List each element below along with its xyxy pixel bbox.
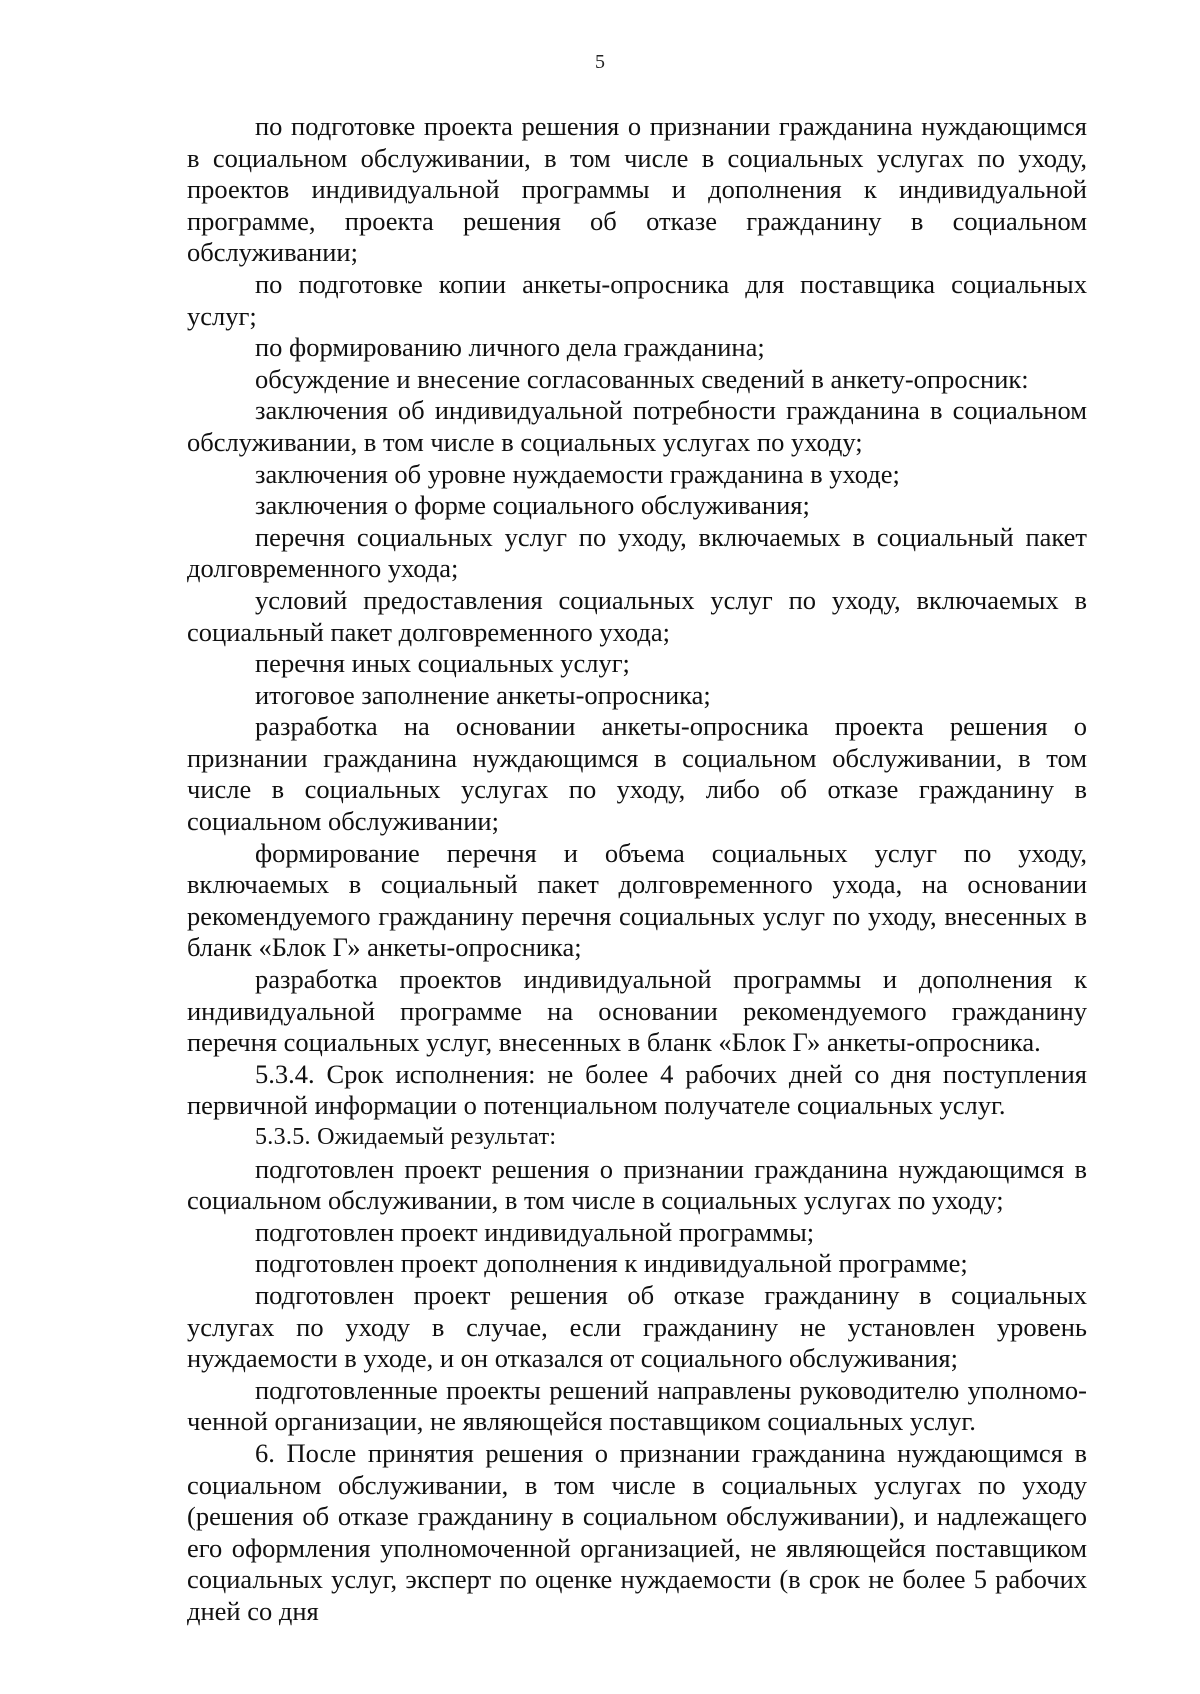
section-5-3-5-heading: 5.3.5. Ожидаемый результат: — [255, 1124, 557, 1150]
paragraph: заключения об индивидуальной потребности гражданина в социальном обслуживании, в том числе в социальных услугах по уходу; — [187, 395, 1087, 457]
paragraph: подготовлен проект дополнения к индивидуальной программе; — [255, 1248, 968, 1279]
paragraph: итоговое заполнение анкеты-опросника; — [255, 679, 711, 710]
paragraph: разработка проектов индивидуальной программы и дополнения к индивидуальной программе на основании рекомендуемого гражданину перечня социальных услуг, внесенных в бланк «Блок Г» анкеты-опросника. — [187, 964, 1087, 1058]
paragraph: заключения о форме социального обслуживания; — [255, 490, 810, 521]
paragraph: подготовлен проект индивидуальной программы; — [255, 1216, 815, 1247]
paragraph: по подготовке копии анкеты-опросника для поставщика социальных услуг; — [187, 268, 1087, 331]
section-6: 6. После принятия решения о признании гражданина нуждающимся в социальном обслуживании, в том числе в социальных услугах по уходу (решения об отказе гражданину в социальном обслуживании), и надлежащего его оформления уполномоченной организацией, не являющейся поставщиком социальных услуг, эксперт по оценке нуждаемости (в срок не более 5 рабочих дней со дня — [187, 1437, 1087, 1626]
paragraph: подготовлен проект решения о признании гражданина нуждающимся в социальном обслуживании, в том числе в социальных услугах по уходу; — [187, 1153, 1087, 1216]
section-5-3-4: 5.3.4. Срок исполнения: не более 4 рабочих дней со дня поступления первичной информации о потенциальном получателе социальных услуг. — [187, 1058, 1087, 1121]
paragraph: разработка на основании анкеты-опросника проекта решения о признании гражданина нуждающимся в социальном обслуживании, в том числе в социальных услугах по уходу, либо об отказе гражданину в социальном обслуживании; — [187, 711, 1087, 837]
paragraph: условий предоставления социальных услуг по уходу, включаемых в социальный пакет долговременного ухода; — [187, 584, 1087, 647]
page-number: 5 — [595, 51, 605, 73]
paragraph: формирование перечня и объема социальных услуг по уходу, включаемых в социальный пакет долговременного ухода, на основании рекомендуемого гражданину перечня социальных услуг по уходу, внесенных в бланк «Блок Г» анкеты-опросника; — [187, 837, 1087, 963]
paragraph: подготовлен проект решения об отказе гражданину в социальных услугах по уходу в случае, если гражданину не установлен уровень нуждаемости в уходе, и он отказался от социального обслуживания; — [187, 1279, 1087, 1374]
paragraph: заключения об уровне нуждаемости гражданина в уходе; — [255, 458, 900, 489]
paragraph: по подготовке проекта решения о признании гражданина нуждающимся в социальном обслуживании, в том числе в социальных услугах по уходу, проектов индивидуальной программы и дополнения к индивидуальной программе, проекта решения об отказе гражданину в социальном обслуживании; — [187, 111, 1087, 268]
paragraph: по формированию личного дела гражданина; — [255, 332, 765, 363]
paragraph: перечня социальных услуг по уходу, включаемых в социальный пакет долговременного ухода; — [187, 521, 1087, 584]
paragraph: перечня иных социальных услуг; — [255, 648, 630, 679]
paragraph: обсуждение и внесение согласованных сведений в анкету-опросник: — [255, 363, 1029, 394]
document-body — [187, 111, 1087, 1628]
paragraph: подготовленные проекты решений направлены руководителю уполномоченной организации, не являющейся поставщиком социальных услуг. — [187, 1374, 1087, 1437]
